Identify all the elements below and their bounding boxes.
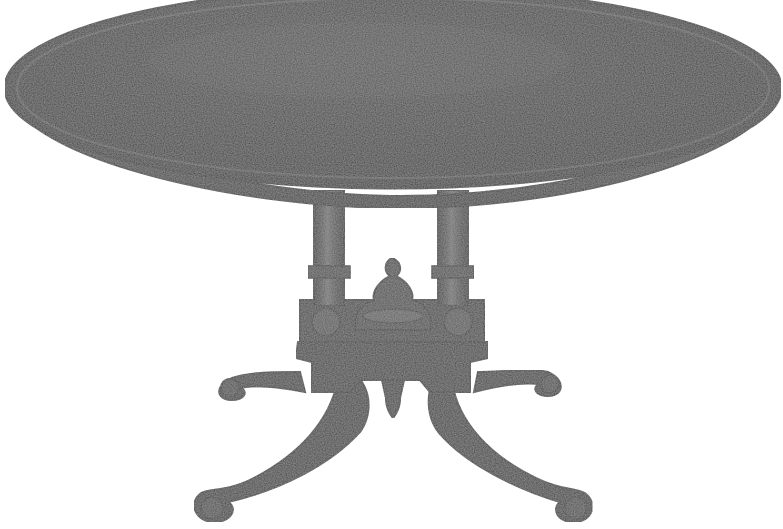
column-left	[314, 190, 344, 306]
carving-left	[312, 308, 340, 336]
table-top	[5, 0, 781, 208]
urn-band	[363, 309, 423, 323]
column-right-collar	[432, 266, 474, 278]
foot-scroll-back-left	[221, 379, 239, 397]
foot-scroll-back-right	[541, 375, 559, 393]
foot-scroll-front-right	[565, 497, 587, 519]
carving-right	[444, 308, 472, 336]
column-left-collar	[308, 266, 350, 278]
drop-pendant	[382, 380, 404, 418]
foot-scroll-front-left	[201, 497, 223, 519]
table-reflection	[150, 22, 570, 98]
